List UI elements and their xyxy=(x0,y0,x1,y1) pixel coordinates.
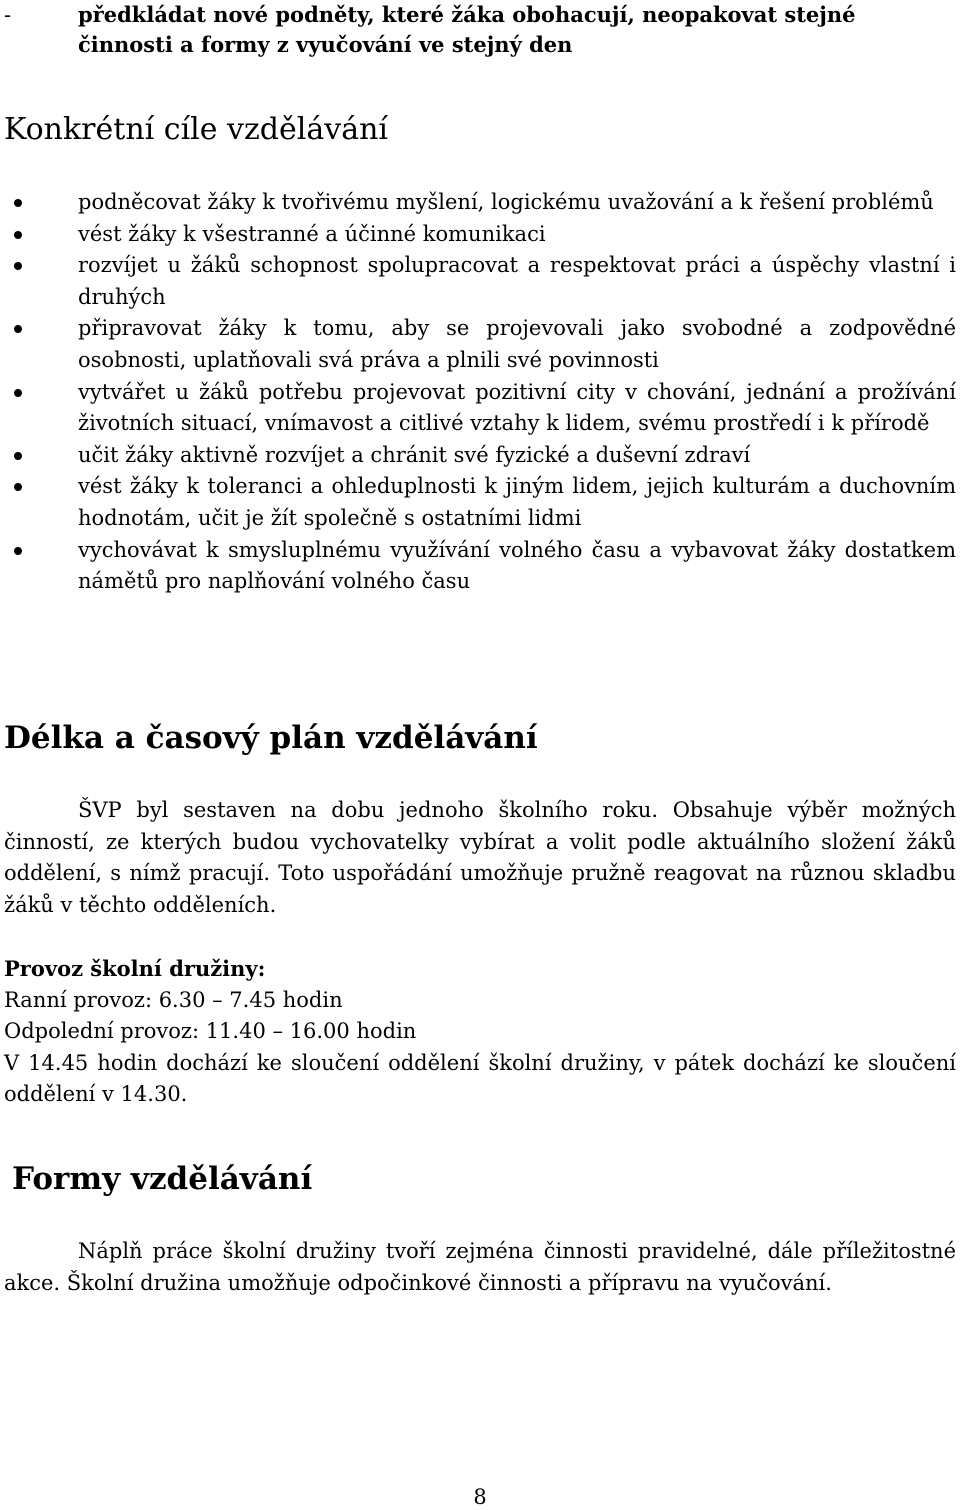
intro-list-item xyxy=(4,0,956,60)
bullet-icon xyxy=(14,325,22,333)
goals-list xyxy=(0,187,956,598)
forms-paragraph: Náplň práce školní družiny tvoří zejména činnosti pravidelné, dále příležitostné akce. Školní družina umožňuje odpočinkové činnosti a přípravu na vyučování. xyxy=(4,1239,956,1295)
dash-marker: - xyxy=(4,3,12,27)
bullet-icon xyxy=(14,452,22,460)
goal-item-text: vést žáky k toleranci a ohleduplnosti k jiným lidem, jejich kulturám a duchovním hodnotám, učit je žít společně s ostatními lidmi xyxy=(78,474,956,530)
goals-heading: Konkrétní cíle vzdělávání xyxy=(4,112,388,147)
morning-hours: Ranní provoz: 6.30 – 7.45 hodin xyxy=(4,987,343,1012)
intro-item-text: předkládat nové podněty, které žáka obohacují, neopakovat stejné činnosti a formy z vyučování ve stejný den xyxy=(78,2,856,57)
goal-item xyxy=(0,313,956,376)
goal-item-text: učit žáky aktivně rozvíjet a chránit své fyzické a duševní zdraví xyxy=(78,442,751,467)
merge-note: V 14.45 hodin dochází ke sloučení oddělení školní družiny, v pátek dochází ke sloučení oddělení v 14.30. xyxy=(4,1050,956,1107)
bullet-icon xyxy=(14,483,22,491)
plan-heading: Délka a časový plán vzdělávání xyxy=(4,720,538,756)
bullet-icon xyxy=(14,547,22,555)
bullet-icon xyxy=(14,231,22,239)
goal-item xyxy=(0,250,956,313)
goal-item xyxy=(0,440,956,472)
afternoon-hours: Odpolední provoz: 11.40 – 16.00 hodin xyxy=(4,1019,417,1044)
forms-heading: Formy vzdělávání xyxy=(12,1161,313,1197)
goal-item-text: vést žáky k všestranné a účinné komunikaci xyxy=(78,221,546,246)
operating-hours-label: Provoz školní družiny: xyxy=(4,956,266,981)
page-number: 8 xyxy=(473,1485,487,1509)
bullet-icon xyxy=(14,199,22,207)
operating-hours xyxy=(4,953,956,1111)
goal-item-text: rozvíjet u žáků schopnost spolupracovat a respektovat práci a úspěchy vlastní i druhých xyxy=(78,253,956,309)
goal-item-text: vychovávat k smysluplnému využívání volného času a vybavovat žáky dostatkem námětů pro naplňování volného času xyxy=(78,537,956,594)
goal-item xyxy=(0,471,956,534)
plan-paragraph: ŠVP byl sestaven na dobu jednoho školního roku. Obsahuje výběr možných činností, ze kterých budou vychovatelky vybírat a volit podle aktuálního složení žáků oddělení, s nímž pracují. Toto uspořádání umožňuje pružně reagovat na různou skladbu žáků v těchto odděleních. xyxy=(4,798,956,917)
goal-item xyxy=(0,377,956,440)
goal-item xyxy=(0,219,956,251)
bullet-icon xyxy=(14,389,22,397)
bullet-icon xyxy=(14,262,22,270)
goal-item-text: připravovat žáky k tomu, aby se projevovali jako svobodné a zodpovědné osobnosti, uplatňovali svá práva a plnili své povinnosti xyxy=(78,316,956,372)
goal-item xyxy=(0,535,956,598)
goal-item xyxy=(0,187,956,219)
goal-item-text: podněcovat žáky k tvořivému myšlení, logickému uvažování a k řešení problémů xyxy=(78,190,934,214)
goal-item-text: vytvářet u žáků potřebu projevovat pozitivní city v chování, jednání a prožívání životních situací, vnímavost a citlivé vztahy k lidem, svému prostředí i k přírodě xyxy=(78,379,956,436)
